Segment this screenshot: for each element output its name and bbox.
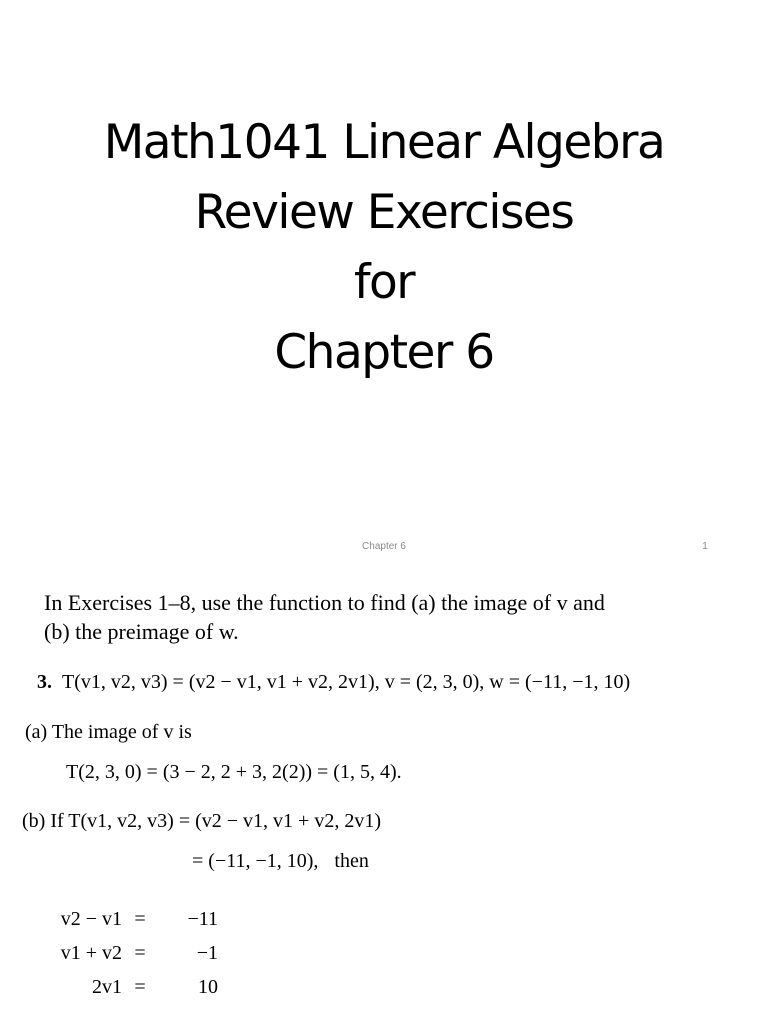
slide-footer-label: Chapter 6 (362, 541, 406, 552)
equation-system (40, 902, 218, 1004)
equals-sign: = (134, 941, 146, 964)
exercise-number: 3. (37, 671, 52, 693)
part-a-calculation: T(2, 3, 0) = (3 − 2, 2 + 3, 2(2)) = (1, 5, 4). (66, 761, 402, 783)
part-b-values: = (−11, −1, 10), (192, 850, 319, 872)
slide-page-number: 1 (702, 541, 708, 552)
title-line: for (353, 255, 415, 310)
instruction-line: In Exercises 1–8, use the function to find (a) the image of v and (44, 590, 605, 615)
title-line: Review Exercises (194, 185, 574, 240)
part-b-then: then (334, 850, 369, 872)
exercise-statement (37, 671, 630, 694)
exercise-scan (0, 576, 768, 1024)
equation-row (40, 970, 218, 1004)
equals-sign: = (134, 907, 146, 930)
equals-sign: = (134, 975, 146, 998)
exercise-text: T(v1, v2, v3) = (v2 − v1, v1 + v2, 2v1), v = (2, 3, 0), w = (−11, −1, 10) (62, 671, 631, 693)
title-line: Chapter 6 (274, 325, 494, 380)
instructions (44, 588, 605, 646)
instruction-line: (b) the preimage of w. (44, 619, 239, 644)
equation-lhs: 2v1 (92, 975, 122, 998)
part-b-continuation (192, 850, 369, 873)
equation-row (40, 936, 218, 970)
equation-row (40, 902, 218, 936)
part-a-label: (a) The image of v is (25, 721, 192, 743)
equation-rhs: 10 (198, 975, 218, 998)
equation-rhs: −1 (196, 941, 218, 964)
part-b-statement: (b) If T(v1, v2, v3) = (v2 − v1, v1 + v2, 2v1) (22, 810, 381, 832)
equation-lhs: v1 + v2 (60, 941, 122, 964)
equation-lhs: v2 − v1 (60, 907, 122, 930)
title-line: Math1041 Linear Algebra (103, 115, 665, 170)
slide-title (0, 108, 768, 388)
equation-rhs: −11 (187, 907, 218, 930)
